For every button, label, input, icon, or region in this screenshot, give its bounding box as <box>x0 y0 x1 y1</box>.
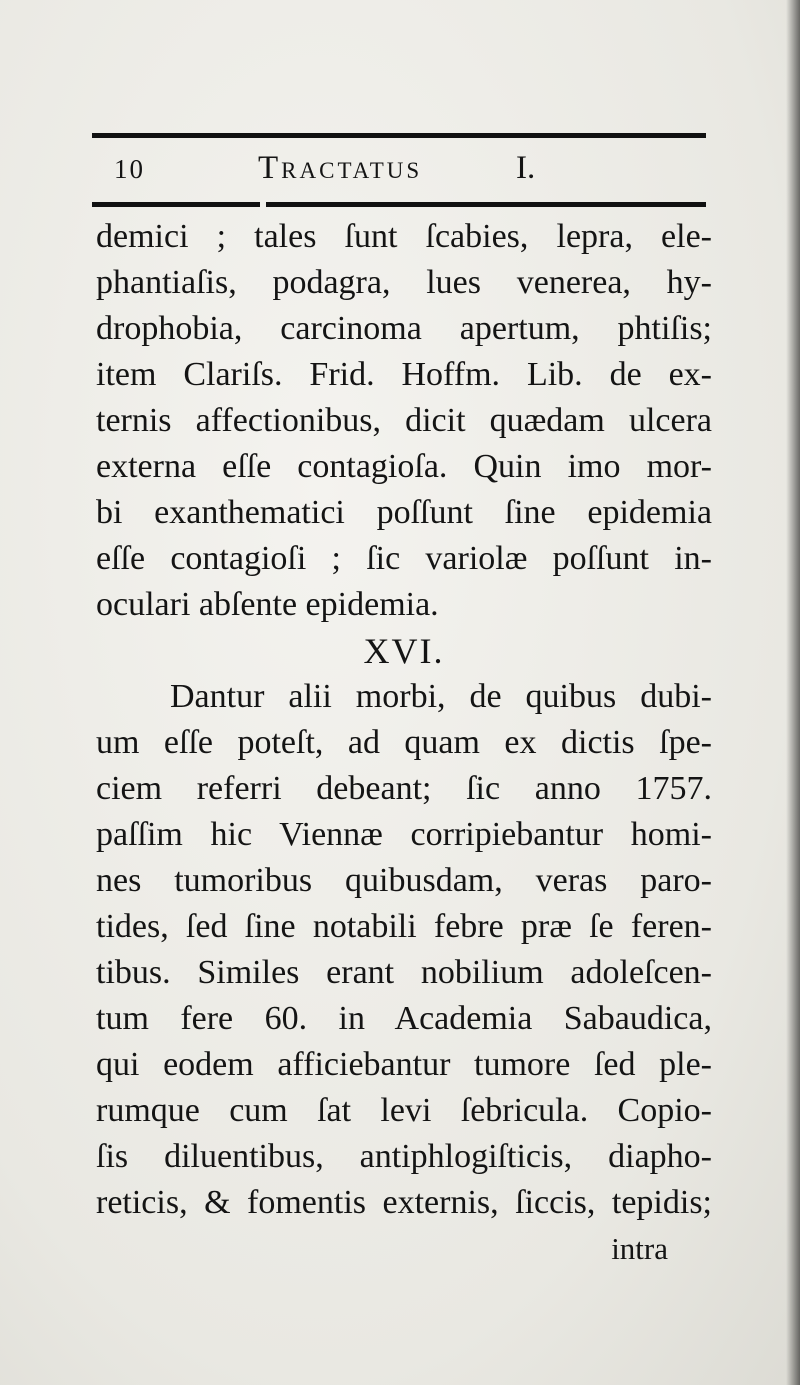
text-line: phantiaſis, podagra, lues venerea, hy- <box>96 264 712 301</box>
text-line: tibus. Similes erant nobilium adoleſcen- <box>96 954 712 991</box>
running-head <box>92 150 706 194</box>
text-line: Dantur alii morbi, de quibus dubi- <box>170 678 712 715</box>
text-line: ſis diluentibus, antiphlogiſticis, diapho- <box>96 1138 712 1175</box>
running-title: Tractatus <box>258 150 423 186</box>
text-line: tum fere 60. in Academia Sabaudica, <box>96 1000 712 1037</box>
header-rule <box>92 133 706 138</box>
page-edge-shadow <box>786 0 800 1385</box>
text-line: item Clariſs. Frid. Hoffm. Lib. de ex- <box>96 356 712 393</box>
text-line: demici ; tales ſunt ſcabies, lepra, ele- <box>96 218 712 255</box>
section-heading: XVI. <box>363 631 445 671</box>
part-number: I. <box>516 150 536 186</box>
text-line: externa eſſe contagioſa. Quin imo mor- <box>96 448 712 485</box>
text-line: nes tumoribus quibusdam, veras paro- <box>96 862 712 899</box>
text-line: rumque cum ſat levi ſebricula. Copio- <box>96 1092 712 1129</box>
text-line: ternis affectionibus, dicit quædam ulcera <box>96 402 712 439</box>
text-line: tides, ſed ſine notabili febre præ ſe feren- <box>96 908 712 945</box>
underline-segment <box>266 202 706 207</box>
text-line: drophobia, carcinoma apertum, phtiſis; <box>96 310 712 347</box>
body-text <box>96 214 712 1272</box>
page-number: 10 <box>114 154 145 184</box>
text-line: um eſſe poteſt, ad quam ex dictis ſpe- <box>96 724 712 761</box>
text-line: eſſe contagioſi ; ſic variolæ poſſunt in- <box>96 540 712 577</box>
underline-segment <box>92 202 260 207</box>
catchword: intra <box>611 1231 668 1266</box>
header-underline <box>92 202 706 207</box>
text-line: paſſim hic Viennæ corripiebantur homi- <box>96 816 712 853</box>
text-line: qui eodem afficiebantur tumore ſed ple- <box>96 1046 712 1083</box>
text-line: oculari abſente epidemia. <box>96 586 439 623</box>
text-line: ciem referri debeant; ſic anno 1757. <box>96 770 712 807</box>
text-line: reticis, & fomentis externis, ſiccis, tepidis; <box>96 1184 712 1221</box>
text-line: bi exanthematici poſſunt ſine epidemia <box>96 494 712 531</box>
